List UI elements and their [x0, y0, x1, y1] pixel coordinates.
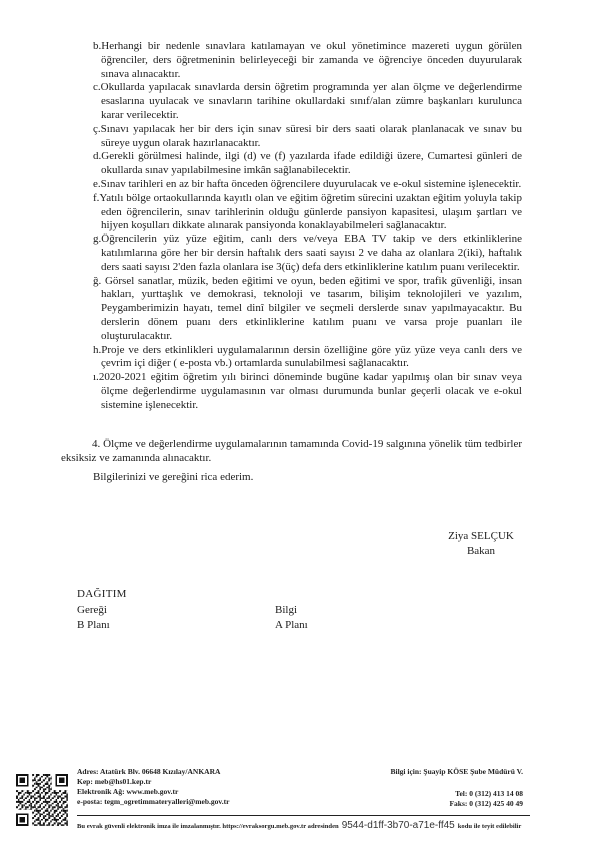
- footer-address-line: Adres: Atatürk Blv. 06648 Kızılay/ANKARA: [77, 767, 221, 776]
- list-item: g.Öğrencilerin yüz yüze eğitim, canlı ders ve/veya EBA TV takip ve ders etkinliklerine katılımlarına göre her bir dersin haftalık ders saati sayısı 2 ve daha az olanlara 2(iki), haftalık ders saati sayısı 2'den fazla olanlara ise 3(üç) defa ders etkinliklerine katılım puanı verilecektir.: [93, 233, 522, 273]
- verification-prefix: Bu evrak güvenli elektronik imza ile imzalanmıştır. https://evraksorgu.meb.gov.tr adresinden: [77, 823, 339, 830]
- closing-line: Bilgilerinizi ve gereğini rica ederim.: [93, 471, 254, 483]
- signer-title: Bakan: [466, 545, 496, 557]
- signature-block: [411, 529, 551, 559]
- footer-divider: [77, 815, 530, 816]
- footer-contact-person: Bilgi için: Şuayip KÖSE Şube Müdürü V.: [390, 767, 523, 776]
- footer-kep-line: Kep: meb@hs01.kep.tr: [77, 777, 152, 786]
- verification-line: [77, 819, 547, 834]
- list-item: c.Okullarda yapılacak sınavlarda dersin öğretim programında yer alan ölçme ve değerlendirme esaslarına uyulacak ve sınavların tarihine okullardaki sınıf/alan zümre başkanları kurulunca karar verilecektir.: [93, 81, 522, 121]
- footer-email-line: e-posta: tegm_ogretimmateryalleri@meb.gov.tr: [77, 797, 230, 806]
- footer-contact-block: [391, 767, 523, 809]
- footer-phone: Tel: 0 (312) 413 14 08: [455, 789, 523, 798]
- footer-fax: Faks: 0 (312) 425 40 49: [449, 799, 523, 808]
- footer-address-block: [77, 767, 229, 807]
- list-item: ı.2020-2021 eğitim öğretim yılı birinci döneminde bugüne kadar yapılmış olan bir sınav veya ölçme değerlendirme uygulamasının var olması durumunda bunlar geçerli olacak ve e-okul sistemine işlenecektir.: [93, 371, 522, 411]
- paragraph-4: 4. Ölçme ve değerlendirme uygulamalarının tamamında Covid-19 salgınına yönelik tüm tedbirler eksiksiz ve zamanında alınacaktır.: [61, 438, 522, 464]
- distribution-cell: B Planı: [77, 619, 110, 631]
- verification-suffix: kodu ile teyit edilebilir: [457, 823, 522, 830]
- distribution-row: [77, 618, 497, 634]
- footer-web-line: Elektronik Ağ: www.meb.gov.tr: [77, 787, 179, 796]
- signer-name: Ziya SELÇUK: [448, 530, 514, 542]
- distribution-section: [77, 587, 497, 634]
- list-item: ğ. Görsel sanatlar, müzik, beden eğitimi ve oyun, beden eğitimi ve spor, trafik güvenliği, insan hakları, yurttaşlık ve demokrasi, teknoloji ve tasarım, bilişim teknolojileri ve yazılım, Peygamberimizin hayatı, temel dinî bilgiler ve seçmeli derslerde sınav yapılmayacaktır. Bu derslerin dönem puanı ders etkinliklerine katılım puanı ve varsa proje puanları ile oluşturulacaktır.: [93, 274, 522, 342]
- distribution-row: [77, 603, 497, 619]
- verification-code: 9544-d1ff-3b70-a71e-ff45: [341, 820, 455, 831]
- distribution-cell: Gereği: [77, 603, 107, 616]
- list-item: ç.Sınavı yapılacak her bir ders için sınav süresi bir ders saati olarak planlanacak ve sınav bu süreye uygun olarak hazırlanacaktır.: [93, 122, 522, 149]
- distribution-cell: A Planı: [275, 619, 308, 631]
- list-item: f.Yatılı bölge ortaokullarında kayıtlı olan ve eğitim öğretim sürecini uzaktan eğitim yoluyla takip eden öğrencilerin, sınav tarihlerinin olduğu günlerde pansiyon kapasitesi, ulaşım şartları ve hijyen koşulları dikkate alınarak pansiyonda konaklayabilmeleri sağlanacaktır.: [93, 191, 522, 232]
- distribution-title: DAĞITIM: [77, 588, 127, 600]
- distribution-cell: Bilgi: [275, 603, 298, 616]
- qr-code-icon: [16, 774, 68, 831]
- list-item: h.Proje ve ders etkinlikleri uygulamalarının dersin özelliğine göre yüz yüze veya canlı ders ve çevrim içi diğer ( e-posta vb.) ortamlarda sunulabilmesi sağlanacaktır.: [93, 343, 522, 370]
- list-item: e.Sınav tarihleri en az bir hafta önceden öğrencilere duyurulacak ve e-okul sistemine işlenecektir.: [93, 177, 522, 190]
- list-item: b.Herhangi bir nedenle sınavlara katılamayan ve okul yönetimince mazereti uygun görülen öğrenciler, ders öğretmeninin belirleyeceği bir zamanda ve öğrenciye önceden duyurularak sınava alınacaktır.: [93, 40, 522, 80]
- spacer: [391, 777, 523, 789]
- list-item: d.Gerekli görülmesi halinde, ilgi (d) ve (f) yazılarda ifade edildiği üzere, Cumartesi günleri de okullarda sınav yapılabilmesine imkân sağlanabilecektir.: [93, 150, 522, 177]
- lettered-list: [93, 40, 522, 413]
